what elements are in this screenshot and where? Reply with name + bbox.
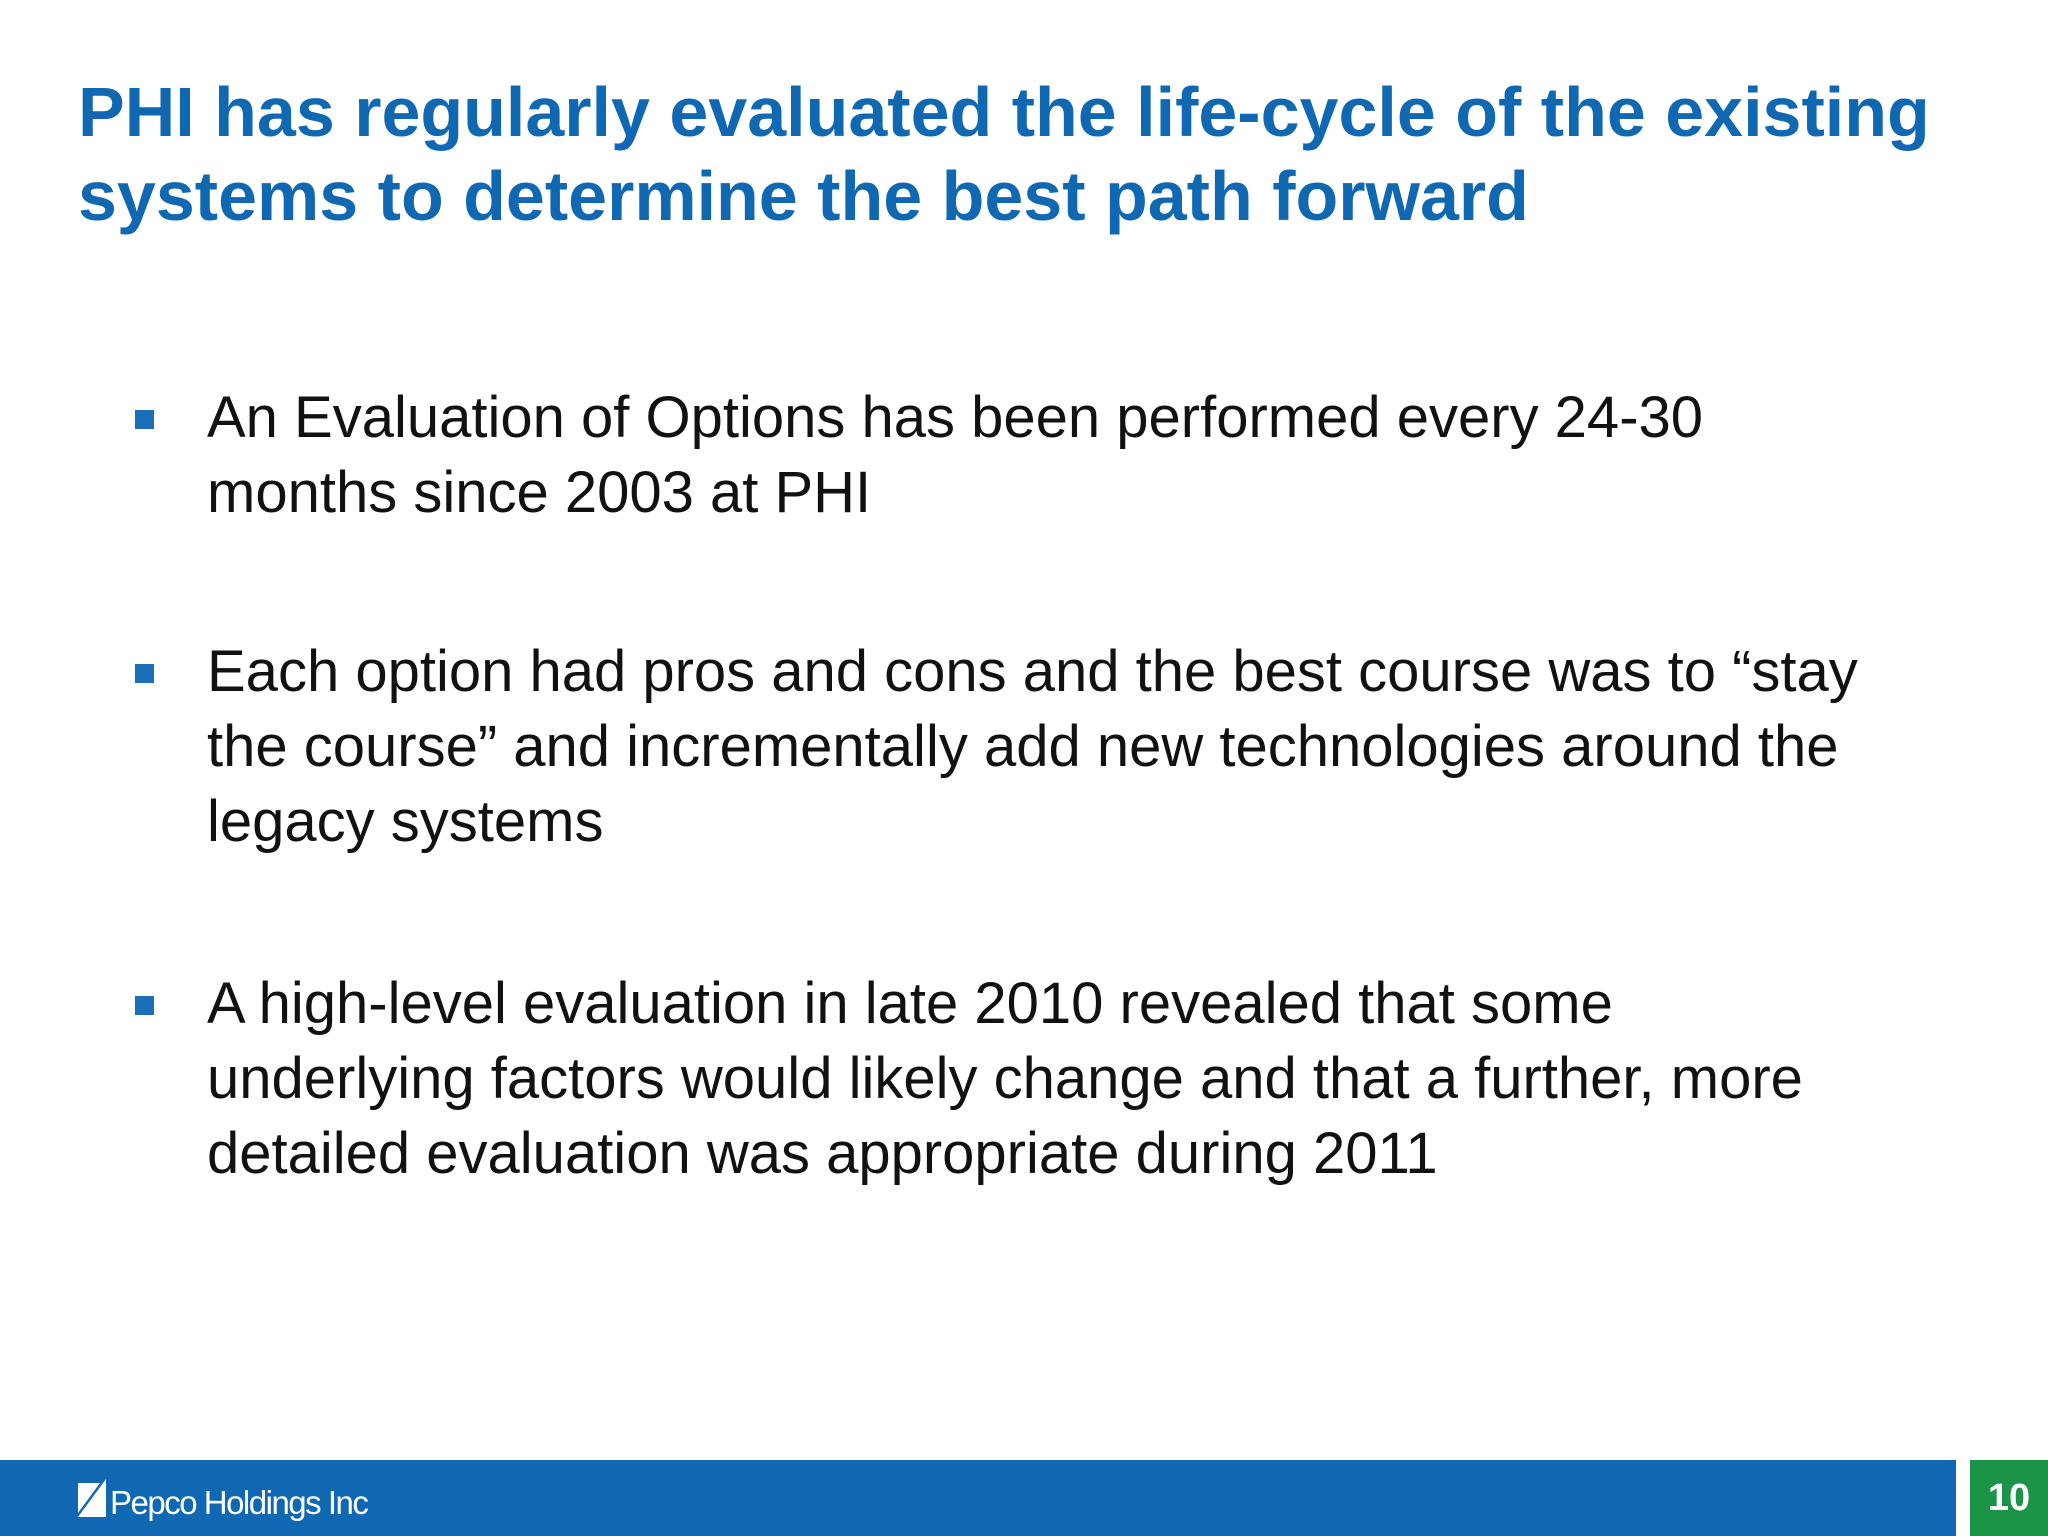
square-bullet-icon	[135, 664, 154, 683]
bullet-text: A high-level evaluation in late 2010 revealed that some underlying factors would likely change and that a further, more detailed evaluation was appropriate during 2011	[207, 971, 1803, 1186]
footer-divider	[1956, 1460, 1970, 1536]
company-logo	[78, 1474, 367, 1522]
bullet-item	[207, 966, 1887, 1191]
page-number: 10	[1987, 1476, 2031, 1519]
bullet-item	[207, 634, 1887, 859]
slide-title: PHI has regularly evaluated the life-cycle of the existing systems to determine the best path forward	[78, 73, 1930, 235]
square-bullet-icon	[135, 996, 154, 1015]
logo-text: Pepco Holdings Inc	[110, 1484, 368, 1521]
square-bullet-icon	[135, 410, 154, 429]
bullet-text: Each option had pros and cons and the best course was to “stay the course” and incrementally add new technologies around the legacy systems	[207, 639, 1858, 854]
bullet-text: An Evaluation of Options has been performed every 24-30 months since 2003 at PHI	[207, 385, 1704, 525]
bullet-item	[207, 380, 1887, 530]
pepco-logo-icon	[78, 1479, 106, 1517]
page-number-box	[1970, 1460, 2048, 1536]
